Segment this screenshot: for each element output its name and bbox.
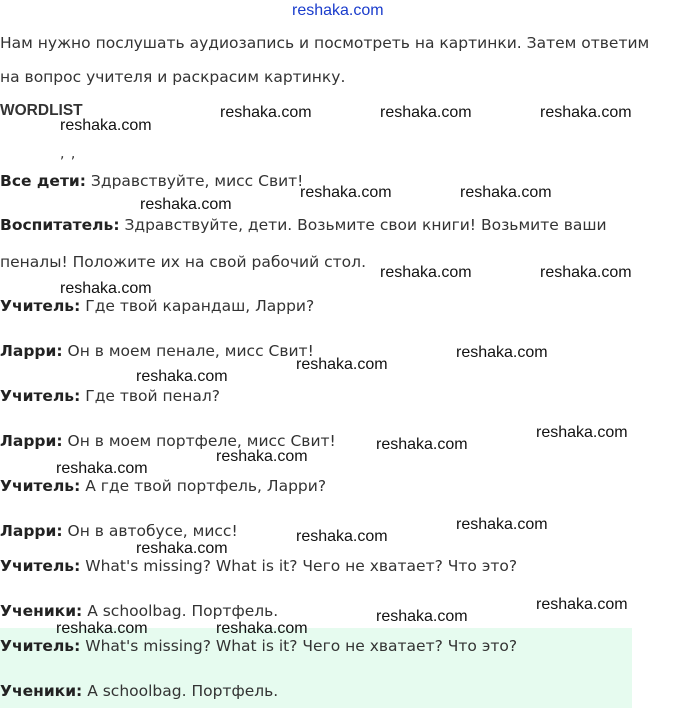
- watermark: reshaka.com: [380, 264, 472, 281]
- intro-line-2: на вопрос учителя и раскрасим картинку.: [0, 68, 346, 86]
- dialogue-line: Все дети: Здравствуйте, мисс Свит!: [0, 172, 304, 190]
- dialogue-line: Ученики: A schoolbag. Портфель.: [0, 682, 279, 700]
- dialogue-line: Учитель: Где твой пенал?: [0, 387, 220, 405]
- dialogue-line: Учитель: Где твой карандаш, Ларри?: [0, 297, 315, 315]
- watermark: reshaka.com: [220, 104, 312, 121]
- watermark: reshaka.com: [60, 117, 152, 134]
- watermark: reshaka.com: [456, 344, 548, 361]
- dialogue-line: Ларри: Он в моем пенале, мисс Свит!: [0, 342, 314, 360]
- dialogue-line: Учитель: What's missing? What is it? Чего не хватает? Что это?: [0, 557, 518, 575]
- watermark: reshaka.com: [216, 448, 308, 465]
- wordlist-dots: , ,: [60, 146, 77, 162]
- site-link[interactable]: reshaka.com: [292, 2, 384, 19]
- watermark: reshaka.com: [140, 196, 232, 213]
- dialogue-line: пеналы! Положите их на свой рабочий стол.: [0, 253, 366, 271]
- watermark: reshaka.com: [296, 528, 388, 545]
- watermark: reshaka.com: [216, 620, 308, 637]
- watermark: reshaka.com: [536, 424, 628, 441]
- watermark: reshaka.com: [296, 356, 388, 373]
- watermark: reshaka.com: [56, 620, 148, 637]
- watermark: reshaka.com: [540, 104, 632, 121]
- intro-line-1: Нам нужно послушать аудиозапись и посмотреть на картинки. Затем ответим: [0, 34, 650, 52]
- dialogue-line: Учитель: What's missing? What is it? Чего не хватает? Что это?: [0, 637, 518, 655]
- watermark: reshaka.com: [56, 460, 148, 477]
- dialogue-line: Воспитатель: Здравствуйте, дети. Возьмите свои книги! Возьмите ваши: [0, 216, 607, 234]
- watermark: reshaka.com: [376, 608, 468, 625]
- watermark: reshaka.com: [460, 184, 552, 201]
- dialogue-line: Учитель: А где твой портфель, Ларри?: [0, 477, 327, 495]
- wordlist-heading: WORDLIST: [0, 102, 83, 119]
- watermark: reshaka.com: [376, 436, 468, 453]
- watermark: reshaka.com: [136, 368, 228, 385]
- watermark: reshaka.com: [456, 516, 548, 533]
- watermark: reshaka.com: [60, 280, 152, 297]
- dialogue-line: Ларри: Он в моем портфеле, мисс Свит!: [0, 432, 336, 450]
- dialogue-line: Ларри: Он в автобусе, мисс!: [0, 522, 238, 540]
- watermark: reshaka.com: [136, 540, 228, 557]
- watermark: reshaka.com: [540, 264, 632, 281]
- dialogue-line: Ученики: A schoolbag. Портфель.: [0, 602, 279, 620]
- watermark: reshaka.com: [300, 184, 392, 201]
- watermark: reshaka.com: [380, 104, 472, 121]
- watermark: reshaka.com: [536, 596, 628, 613]
